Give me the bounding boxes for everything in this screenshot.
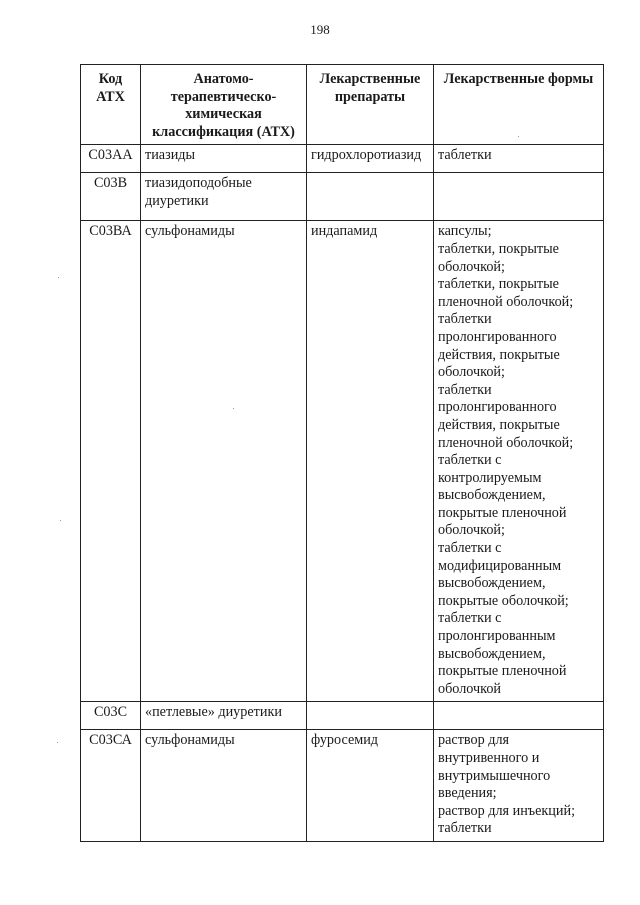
- page-number: 198: [310, 22, 330, 37]
- form-line: пленочной оболочкой;: [438, 293, 574, 310]
- form-line: оболочкой: [438, 680, 502, 697]
- cell-classification: тиазиды: [141, 145, 307, 173]
- form-line: таблетки с: [438, 452, 502, 469]
- table-row: [81, 145, 604, 173]
- table-header-row: [81, 65, 604, 145]
- cell-classification: «петлевые» диуретики: [141, 702, 307, 730]
- form-line: раствор для: [438, 732, 510, 749]
- form-line: модифицированным: [438, 557, 562, 574]
- form-line: оболочкой;: [438, 364, 505, 381]
- header-forms: Лекарственные формы: [434, 65, 604, 145]
- form-line: высвобождением,: [438, 487, 546, 504]
- scan-speck: [58, 277, 59, 278]
- form-line: таблетки: [438, 381, 492, 398]
- cell-code: С03ВА: [81, 221, 141, 702]
- cell-drug: гидрохлоротиазид: [307, 145, 434, 173]
- cell-code: С03АА: [81, 145, 141, 173]
- scan-speck: [518, 136, 519, 137]
- form-line: таблетки, покрытые: [438, 240, 559, 257]
- cell-forms: таблетки: [434, 145, 604, 173]
- cell-classification: сульфонамиды: [141, 221, 307, 702]
- form-line: высвобождением,: [438, 575, 546, 592]
- form-line: покрытые оболочкой;: [438, 592, 569, 609]
- scan-speck: [57, 742, 58, 743]
- form-line: действия, покрытые: [438, 416, 560, 433]
- table-row: [81, 221, 604, 702]
- table-row: [81, 730, 604, 842]
- cell-drug: [307, 173, 434, 221]
- form-line: таблетки, покрытые: [438, 276, 559, 293]
- table-row: [81, 702, 604, 730]
- form-line: пленочной оболочкой;: [438, 434, 574, 451]
- cell-forms: [434, 702, 604, 730]
- scan-speck: [60, 520, 61, 521]
- cell-forms: [434, 173, 604, 221]
- cell-classification: сульфонамиды: [141, 730, 307, 842]
- cell-drug: фуросемид: [307, 730, 434, 842]
- form-line: пролонгированного: [438, 328, 557, 345]
- cell-forms: [434, 221, 604, 702]
- header-code: Код АТХ: [81, 65, 141, 145]
- form-line: оболочкой;: [438, 258, 505, 275]
- header-drugs: Лекарственные препараты: [307, 65, 434, 145]
- cell-code: С03СА: [81, 730, 141, 842]
- form-line: таблетки с: [438, 540, 502, 557]
- form-line: капсулы;: [438, 223, 492, 240]
- cell-code: С03С: [81, 702, 141, 730]
- form-line: введения;: [438, 785, 497, 802]
- cell-forms: [434, 730, 604, 842]
- header-classification: Анатомо- терапевтическо- химическая классификация (АТХ): [141, 65, 307, 145]
- form-line: пролонгированным: [438, 628, 556, 645]
- form-line: внутримышечного: [438, 767, 551, 784]
- form-line: внутривенного и: [438, 750, 540, 766]
- form-line: раствор для инъекций;: [438, 802, 576, 819]
- table-row: [81, 173, 604, 221]
- form-line: таблетки: [438, 820, 492, 837]
- form-line: оболочкой;: [438, 522, 505, 539]
- form-line: таблетки: [438, 311, 492, 328]
- scan-speck: [233, 408, 234, 409]
- cell-drug: [307, 702, 434, 730]
- cell-code: С03В: [81, 173, 141, 221]
- form-line: пролонгированного: [438, 399, 557, 416]
- cell-classification: тиазидоподобные диуретики: [141, 173, 307, 221]
- form-line: контролируемым: [438, 469, 542, 486]
- form-line: покрытые пленочной: [438, 663, 567, 680]
- form-line: таблетки с: [438, 610, 502, 627]
- atx-table: [80, 64, 604, 842]
- form-line: действия, покрытые: [438, 346, 560, 363]
- form-line: высвобождением,: [438, 645, 546, 662]
- form-line: покрытые пленочной: [438, 504, 567, 521]
- cell-drug: индапамид: [307, 221, 434, 702]
